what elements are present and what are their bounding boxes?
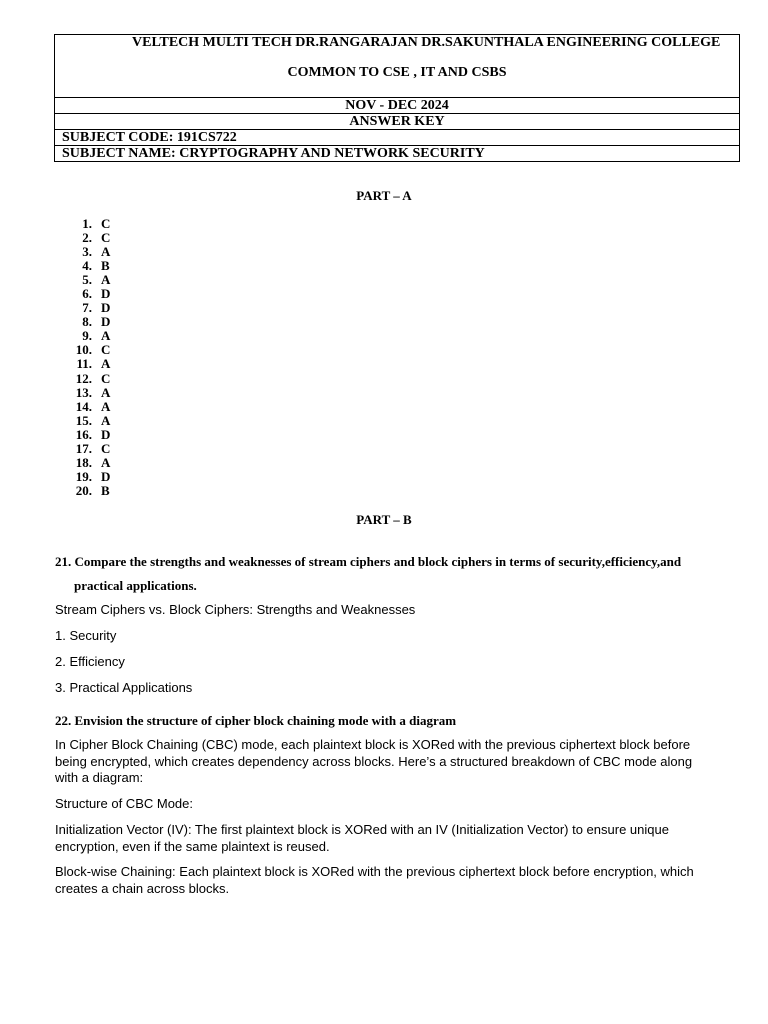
subject-code: SUBJECT CODE: 191CS722 [55, 130, 740, 146]
answer-item [60, 428, 110, 442]
answer-letter: A [101, 398, 111, 414]
answer-item [60, 372, 110, 386]
question-21-continued: practical applications. [74, 578, 197, 593]
answer-letter: C [101, 370, 111, 386]
answer-letter: A [101, 328, 111, 344]
answer-item [60, 414, 110, 428]
q22-paragraph-2: Structure of CBC Mode: [55, 796, 193, 811]
answer-letter: A [101, 356, 111, 372]
answer-number: 5. [82, 272, 92, 288]
header-table [54, 34, 740, 162]
q21-item-security: 1. Security [55, 628, 117, 643]
answer-item [60, 442, 110, 456]
answer-item [60, 386, 110, 400]
q22-paragraph-1: In Cipher Block Chaining (CBC) mode, each plaintext block is XORed with the previous ciphertext block before being encrypted, which creates dependency across blocks. Here’s a structured breakdown of CBC mode along with a diagram: [55, 737, 693, 785]
answer-number: 10. [75, 342, 92, 358]
document-type: ANSWER KEY [55, 114, 740, 130]
question-22: 22. Envision the structure of cipher block chaining mode with a diagram [55, 713, 457, 728]
answer-item [60, 470, 110, 484]
answer-number: 3. [82, 244, 92, 260]
q22-paragraph-3: Initialization Vector (IV): The first plaintext block is XORed with an IV (Initialization Vector) to ensure unique encryption, even if the same plaintext is reused. [55, 822, 669, 854]
answer-number: 19. [75, 468, 92, 484]
part-b-heading: PART – B [356, 512, 412, 527]
answer-item [60, 273, 110, 287]
header-title-cell [55, 35, 740, 98]
answer-item [60, 484, 110, 498]
answer-letter: D [101, 314, 111, 330]
answer-number: 7. [82, 300, 92, 316]
answer-number: 6. [82, 286, 92, 302]
answer-item [60, 245, 110, 259]
question-21: 21. Compare the strengths and weaknesses of stream ciphers and block ciphers in terms of security,efficiency,and [55, 554, 682, 569]
answer-letter: B [101, 258, 110, 274]
answer-letter: A [101, 272, 111, 288]
answer-item [60, 343, 110, 357]
q21-item-efficiency: 2. Efficiency [55, 654, 125, 669]
answer-list [60, 217, 110, 498]
answer-item [60, 287, 110, 301]
q21-subtitle: Stream Ciphers vs. Block Ciphers: Strengths and Weaknesses [55, 602, 416, 617]
answer-item [60, 315, 110, 329]
answer-letter: D [101, 286, 111, 302]
answer-number: 14. [75, 398, 92, 414]
answer-letter: C [101, 230, 111, 246]
answer-number: 4. [82, 258, 92, 274]
answer-letter: A [101, 384, 111, 400]
answer-letter: D [101, 468, 111, 484]
answer-letter: D [101, 426, 111, 442]
answer-number: 16. [75, 426, 92, 442]
answer-letter: D [101, 300, 111, 316]
answer-item [60, 329, 110, 343]
q22-paragraph-4: Block-wise Chaining: Each plaintext block is XORed with the previous ciphertext block before encryption, which creates a chain across blocks. [55, 864, 694, 896]
answer-number: 1. [82, 216, 92, 231]
answer-number: 13. [75, 384, 92, 400]
answer-item [60, 259, 110, 273]
answer-item [60, 231, 110, 245]
answer-item [60, 357, 110, 371]
answer-letter: B [101, 482, 110, 498]
answer-item [60, 217, 110, 231]
answer-item [60, 400, 110, 414]
answer-number: 18. [75, 454, 92, 470]
answer-number: 12. [75, 370, 92, 386]
part-a-heading: PART – A [356, 188, 412, 203]
answer-number: 20. [75, 482, 92, 498]
answer-number: 9. [82, 328, 92, 344]
answer-letter: A [101, 244, 111, 260]
answer-number: 2. [82, 230, 92, 246]
q21-item-applications: 3. Practical Applications [55, 680, 193, 695]
answer-letter: C [101, 216, 111, 231]
answer-item [60, 301, 110, 315]
answer-letter: A [101, 454, 111, 470]
answer-number: 11. [76, 356, 92, 372]
subject-name: SUBJECT NAME: CRYPTOGRAPHY AND NETWORK SECURITY [55, 146, 740, 162]
college-name: VELTECH MULTI TECH DR.RANGARAJAN DR.SAKUNTHALA ENGINEERING COLLEGE [132, 35, 721, 50]
answer-letter: C [101, 440, 111, 456]
answer-letter: C [101, 342, 111, 358]
exam-session: NOV - DEC 2024 [55, 98, 740, 114]
answer-letter: A [101, 412, 111, 428]
answer-item [60, 456, 110, 470]
department-line: COMMON TO CSE , IT AND CSBS [287, 65, 507, 80]
answer-number: 17. [75, 440, 92, 456]
answer-number: 15. [75, 412, 92, 428]
answer-number: 8. [82, 314, 92, 330]
